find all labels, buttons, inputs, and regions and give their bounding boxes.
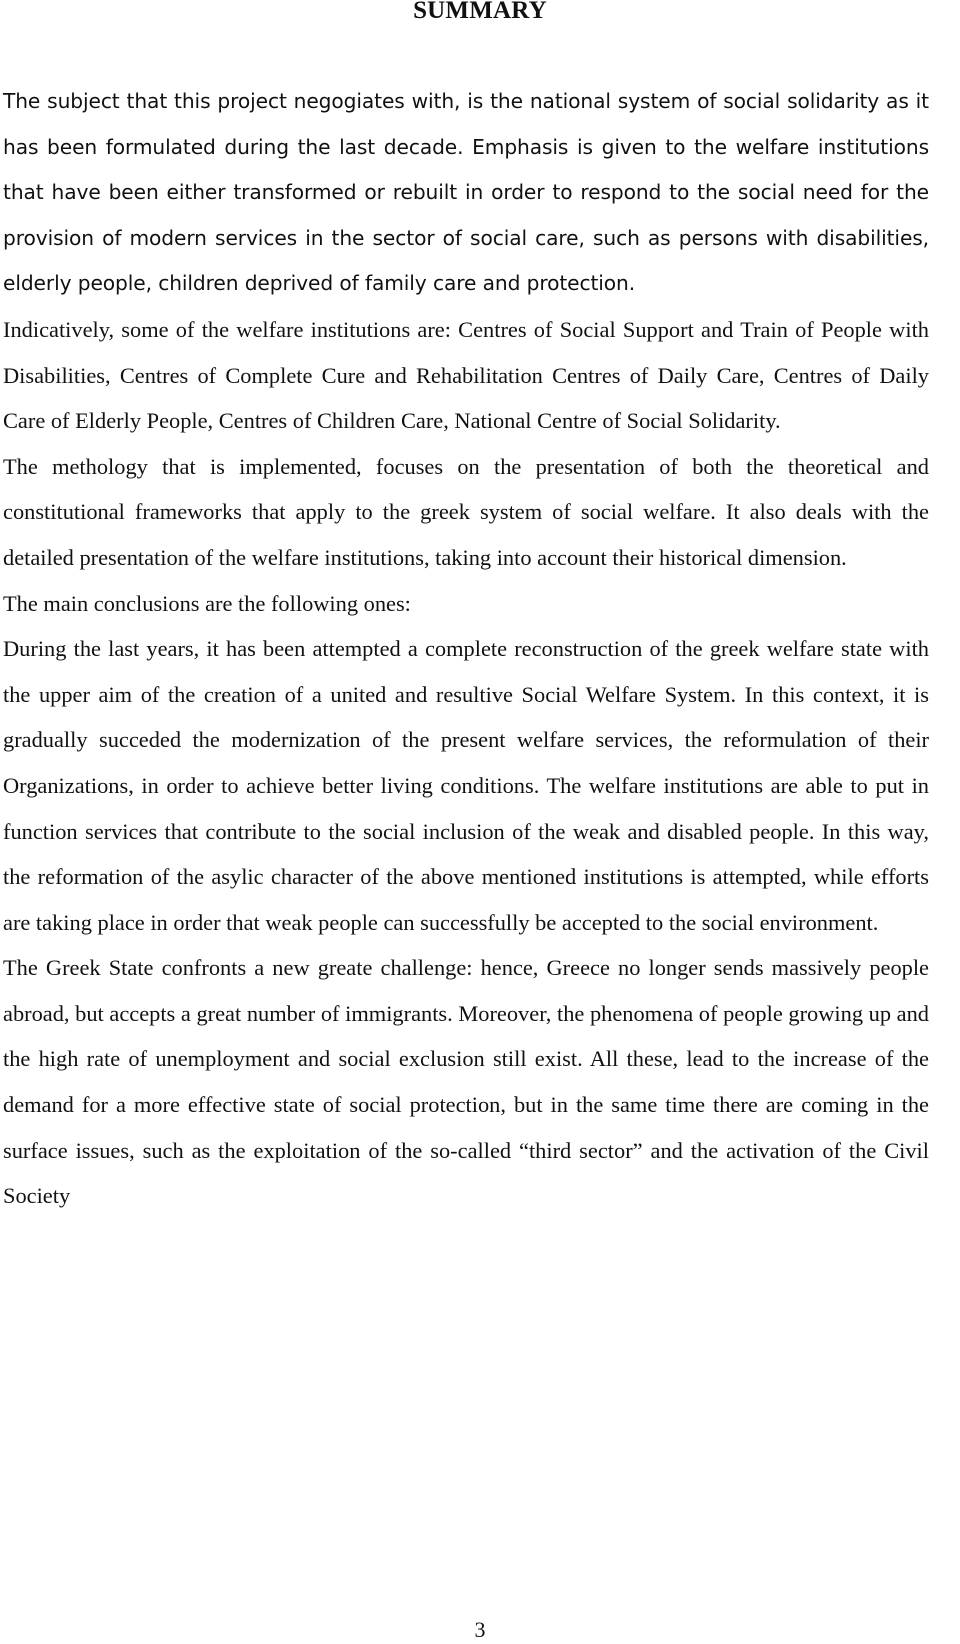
paragraph-subject: The subject that this project negogiates with, is the national system of social solidarity as it has been formulated during the last decade. Emphasis is given to the welfare institutions that have been either transformed or rebuilt in order to respond to the social need for the provision of modern services in the sector of social care, such as persons with disabilities, elderly people, children deprived of family care and protection.	[3, 89, 929, 296]
page-number: 3	[474, 1617, 486, 1642]
page-title: SUMMARY	[413, 0, 547, 24]
paragraph-conclusions-intro: The main conclusions are the following ones:	[3, 590, 411, 616]
paragraph-institutions: Indicatively, some of the welfare institutions are: Centres of Social Support and Train of People with Disabilities, Centres of Complete Cure and Rehabilitation Centres of Daily Care, Centres of Daily Care of Elderly People, Centres of Children Care, National Centre of Social Solidarity.	[3, 316, 929, 434]
paragraph-methodology: The methology that is implemented, focuses on the presentation of both the theoretical and constitutional frameworks that apply to the greek system of social welfare. It also deals with the detailed presentation of the welfare institutions, taking into account their historical dimension.	[3, 453, 929, 570]
summary-body	[3, 79, 929, 1219]
paragraph-conclusions: During the last years, it has been attempted a complete reconstruction of the greek welfare state with the upper aim of the creation of a united and resultive Social Welfare System. In this context, it is gradually succeded the modernization of the present welfare services, the reformulation of their Organizations, in order to achieve better living conditions. The welfare institutions are able to put in function services that contribute to the social inclusion of the weak and disabled people. In this way, the reformation of the asylic character of the above mentioned institutions is attempted, while efforts are taking place in order that weak people can successfully be accepted to the social environment.	[3, 636, 929, 935]
paragraph-greek-state: The Greek State confronts a new greate challenge: hence, Greece no longer sends massively people abroad, but accepts a great number of immigrants. Moreover, the phenomena of people growing up and the high rate of unemployment and social exclusion still exist. All these, lead to the increase of the demand for a more effective state of social protection, but in the same time there are coming in the surface issues, such as the exploitation of the so-called “third sector” and the activation of the Civil Society	[3, 955, 929, 1209]
